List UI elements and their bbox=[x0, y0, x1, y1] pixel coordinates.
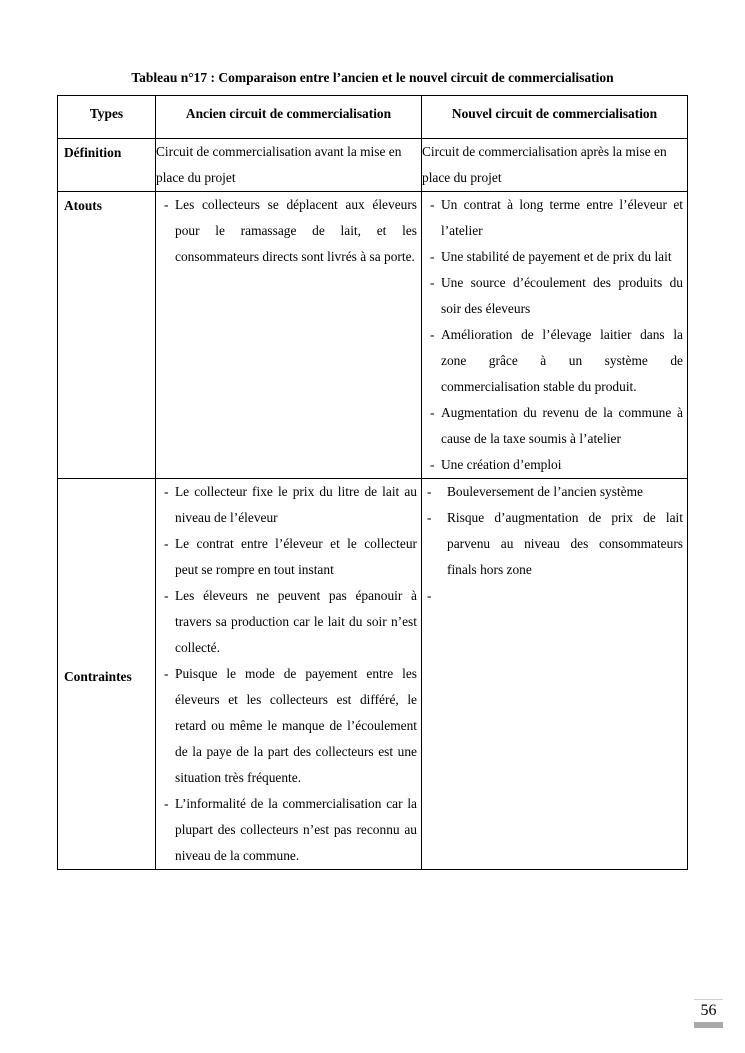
contraintes-nouvel bbox=[422, 479, 688, 870]
list-item: - Puisque le mode de payement entre les éleveurs et les collecteurs est différé, le retard ou même le manque de l’écoulement de la paye de la part des collecteurs est une situation très fréquente. bbox=[164, 661, 417, 791]
row-contraintes bbox=[58, 479, 688, 870]
row-label-definition: Définition bbox=[58, 139, 156, 192]
contraintes-nouvel-list bbox=[422, 479, 687, 583]
atouts-ancien-list bbox=[156, 192, 421, 270]
list-item: - Une source d’écoulement des produits du soir des éleveurs bbox=[430, 270, 683, 322]
page-number-bar bbox=[694, 1022, 723, 1028]
list-item: - Une stabilité de payement et de prix du lait bbox=[430, 244, 683, 270]
list-item: - Le contrat entre l’éleveur et le collecteur peut se rompre en tout instant bbox=[164, 531, 417, 583]
header-nouvel: Nouvel circuit de commercialisation bbox=[422, 96, 688, 139]
atouts-nouvel-list bbox=[422, 192, 687, 478]
header-ancien: Ancien circuit de commercialisation bbox=[156, 96, 422, 139]
definition-nouvel: Circuit de commercialisation après la mise en place du projet bbox=[422, 139, 688, 192]
page-number: 56 bbox=[694, 999, 723, 1020]
list-item: - Bouleversement de l’ancien système bbox=[427, 479, 683, 505]
atouts-ancien bbox=[156, 192, 422, 479]
list-item: - Les collecteurs se déplacent aux éleveurs pour le ramassage de lait, et les consommateurs directs sont livrés à sa porte. bbox=[164, 192, 417, 270]
list-item: - Les éleveurs ne peuvent pas épanouir à travers sa production car le lait du soir n’est collecté. bbox=[164, 583, 417, 661]
list-item: - Augmentation du revenu de la commune à cause de la taxe soumis à l’atelier bbox=[430, 400, 683, 452]
list-item: - L’informalité de la commercialisation car la plupart des collecteurs n’est pas reconnu au niveau de la commune. bbox=[164, 791, 417, 869]
row-label-contraintes: Contraintes bbox=[58, 479, 156, 870]
definition-ancien: Circuit de commercialisation avant la mise en place du projet bbox=[156, 139, 422, 192]
row-definition bbox=[58, 139, 688, 192]
list-item: - Amélioration de l’élevage laitier dans la zone grâce à un système de commercialisation stable du produit. bbox=[430, 322, 683, 400]
list-item: - Risque d’augmentation de prix de lait parvenu au niveau des consommateurs finals hors zone bbox=[427, 505, 683, 583]
contraintes-ancien bbox=[156, 479, 422, 870]
comparison-table bbox=[57, 95, 688, 870]
table-title: Tableau n°17 : Comparaison entre l’ancien et le nouvel circuit de commercialisation bbox=[131, 70, 614, 85]
atouts-nouvel bbox=[422, 192, 688, 479]
header-row bbox=[58, 96, 688, 139]
row-atouts bbox=[58, 192, 688, 479]
contraintes-ancien-list bbox=[156, 479, 421, 869]
list-item: - Un contrat à long terme entre l’éleveur et l’atelier bbox=[430, 192, 683, 244]
list-item: - Le collecteur fixe le prix du litre de lait au niveau de l’éleveur bbox=[164, 479, 417, 531]
row-label-atouts: Atouts bbox=[58, 192, 156, 479]
list-item: - Une création d’emploi bbox=[430, 452, 683, 478]
header-types: Types bbox=[58, 96, 156, 139]
